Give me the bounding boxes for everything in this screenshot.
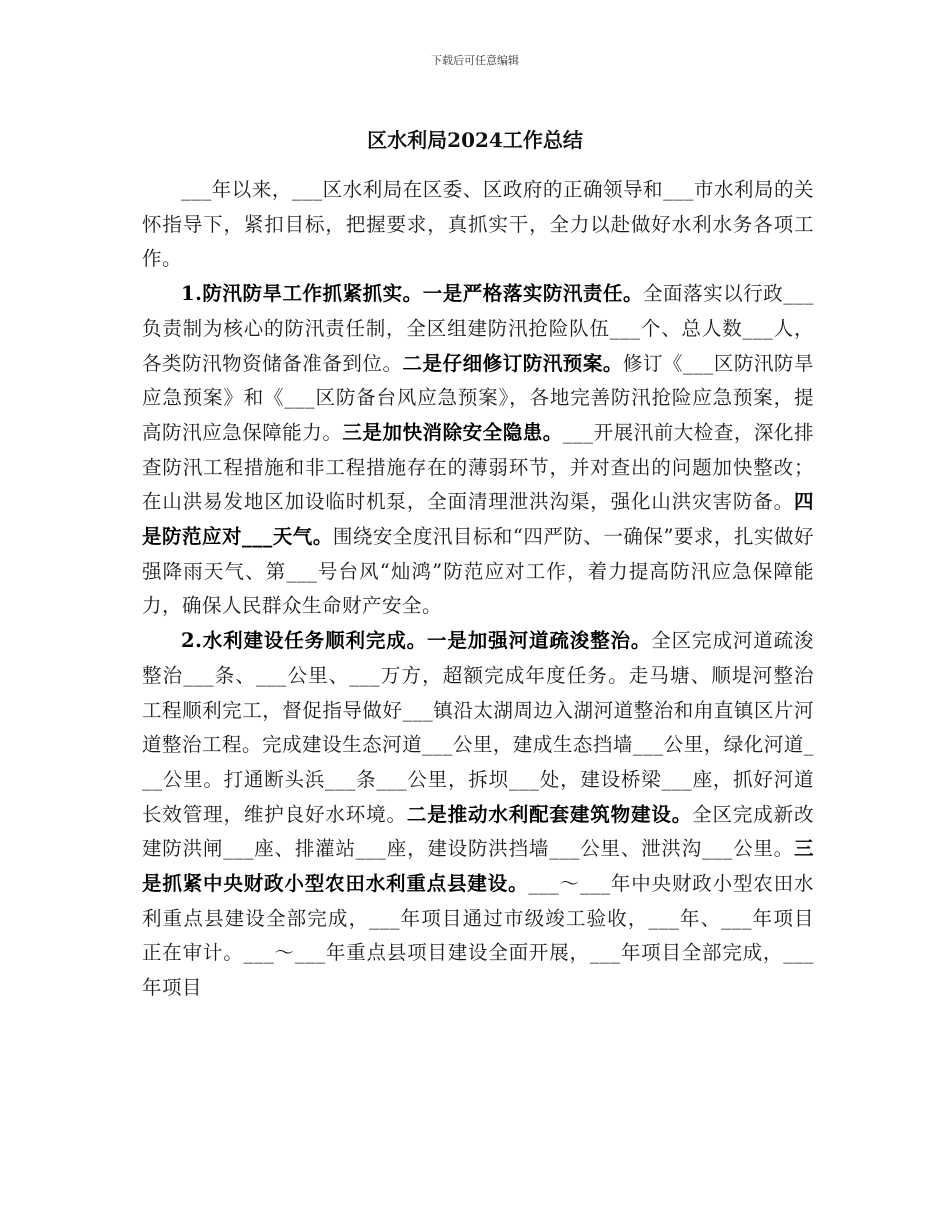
section-water-construction	[142, 624, 814, 1006]
header-note: 下载后可任意编辑	[431, 54, 519, 67]
point-text: 围绕安全度汛目标和“四严防、一确保”要求，扎实做好强降雨天气、第___号台风“灿鸿”防范应对工作，着力提高防汛应急保障能力，确保人民群众生命财产安全。	[142, 525, 814, 618]
section-heading: 1.防汛防旱工作抓紧抓实。	[181, 282, 423, 306]
point-text: 全区完成新改建防洪闸___座、排灌站___座，建设防洪挡墙___公里、泄洪沟___公里。	[142, 802, 814, 861]
document-body	[142, 173, 814, 1006]
point-label: 三是抓紧中央财政小型农田水利重点县建设。	[142, 837, 814, 896]
section-flood-control	[142, 277, 814, 624]
point-label: 二是推动水利配套建筑物建设。	[406, 802, 693, 826]
point-text: 全面落实以行政___负责制为核心的防汛责任制，全区组建防汛抢险队伍___个、总人数___人，各类防汛物资储备准备到位。	[142, 282, 814, 375]
point-label: 一是严格落实防汛责任。	[422, 282, 644, 306]
point-label: 三是加快消除安全隐患。	[342, 420, 563, 444]
point-text: 全区完成河道疏浚整治___条、___公里、___万方，超额完成年度任务。走马塘、顺堤河整治工程顺利完工，督促指导做好___镇沿太湖周边入湖河道整治和甪直镇区片河道整治工程。完成建设生态河道___公里，建成生态挡墙___公里，绿化河道___公里。打通断头浜___条___公里，拆坝___处，建设桥梁___座，抓好河道长效管理，维护良好水环境。	[142, 629, 814, 826]
document-title: 区水利局2024工作总结	[367, 128, 583, 152]
point-label: 四是防范应对___天气。	[142, 490, 814, 549]
point-text: ___开展汛前大检查，深化排查防汛工程措施和非工程措施存在的薄弱环节，并对查出的问题加快整改；在山洪易发地区加设临时机泵，全面清理泄洪沟渠，强化山洪灾害防备。	[142, 420, 814, 514]
point-text: 修订《___区防汛防旱应急预案》和《___区防备台风应急预案》，各地完善防汛抢险应急预案，提高防汛应急保障能力。	[142, 351, 814, 444]
intro-paragraph: ___年以来，___区水利局在区委、区政府的正确领导和___市水利局的关怀指导下，紧扣目标，把握要求，真抓实干，全力以赴做好水利水务各项工作。	[142, 178, 814, 271]
point-label: 二是仔细修订防汛预案。	[402, 351, 623, 375]
section-heading: 2.水利建设任务顺利完成。	[181, 629, 428, 653]
point-label: 一是加强河道疏浚整治。	[427, 629, 652, 653]
point-text: ___～___年中央财政小型农田水利重点县建设全部完成，___年项目通过市级竣工验收，___年、___年项目正在审计。___～___年重点县项目建设全面开展，___年项目全部完成，___年项目	[142, 872, 814, 1000]
